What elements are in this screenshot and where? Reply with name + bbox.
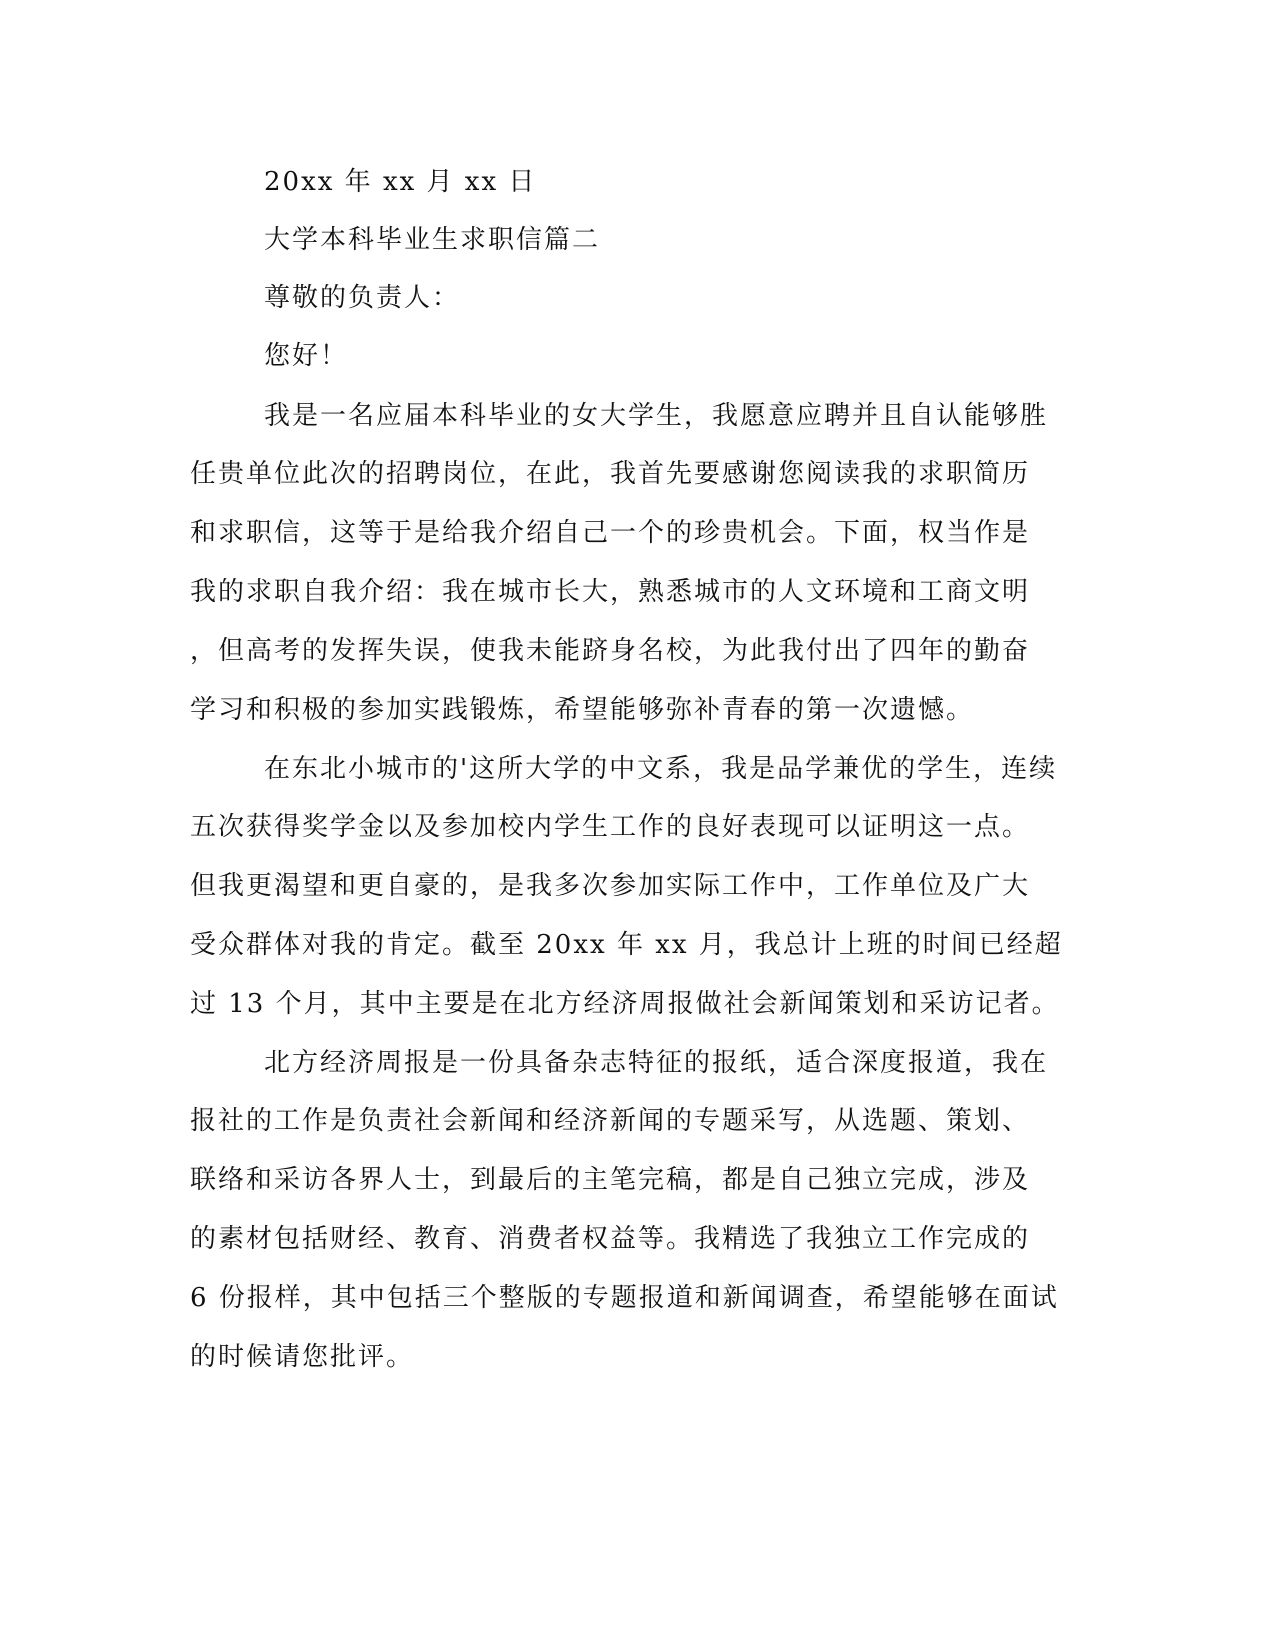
paragraph-line: 任贵单位此次的招聘岗位，在此，我首先要感谢您阅读我的求职简历 [190,459,1031,489]
paragraph-line: 受众群体对我的肯定。截至 20xx 年 xx 月，我总计上班的时间已经超 [190,930,1063,960]
paragraph-line: 我的求职自我介绍：我在城市长大，熟悉城市的人文环境和工商文明 [190,577,1031,607]
letter-title: 大学本科毕业生求职信篇二 [264,225,601,255]
paragraph-line: 报社的工作是负责社会新闻和经济新闻的专题采写，从选题、策划、 [190,1106,1031,1136]
letter-greeting: 您好！ [264,341,349,371]
paragraph-line: 的时候请您批评。 [190,1342,415,1372]
paragraph-line: 但我更渴望和更自豪的，是我多次参加实际工作中，工作单位及广大 [190,871,1031,901]
paragraph-line: 北方经济周报是一份具备杂志特征的报纸，适合深度报道，我在 [264,1048,1049,1078]
paragraph-line: 的素材包括财经、教育、消费者权益等。我精选了我独立工作完成的 [190,1224,1031,1254]
paragraph-line: 联络和采访各界人士，到最后的主笔完稿，都是自己独立完成，涉及 [190,1165,1031,1195]
paragraph-line: 和求职信，这等于是给我介绍自己一个的珍贵机会。下面，权当作是 [190,518,1031,548]
paragraph-line: ，但高考的发挥失误，使我未能跻身名校，为此我付出了四年的勤奋 [190,636,1031,666]
paragraph-line: 学习和积极的参加实践锻炼，希望能够弥补青春的第一次遗憾。 [190,695,975,725]
letter-date: 20xx 年 xx 月 xx 日 [264,167,537,197]
paragraph-line: 五次获得奖学金以及参加校内学生工作的良好表现可以证明这一点。 [190,812,1031,842]
paragraph-line: 6 份报样，其中包括三个整版的专题报道和新闻调查，希望能够在面试 [190,1283,1059,1313]
paragraph-line: 过 13 个月，其中主要是在北方经济周报做社会新闻策划和采访记者。 [190,989,1060,1019]
paragraph-line: 我是一名应届本科毕业的女大学生，我愿意应聘并且自认能够胜 [264,401,1049,431]
paragraph-line: 在东北小城市的'这所大学的中文系，我是品学兼优的学生，连续 [264,754,1058,784]
letter-salutation: 尊敬的负责人： [264,283,461,313]
